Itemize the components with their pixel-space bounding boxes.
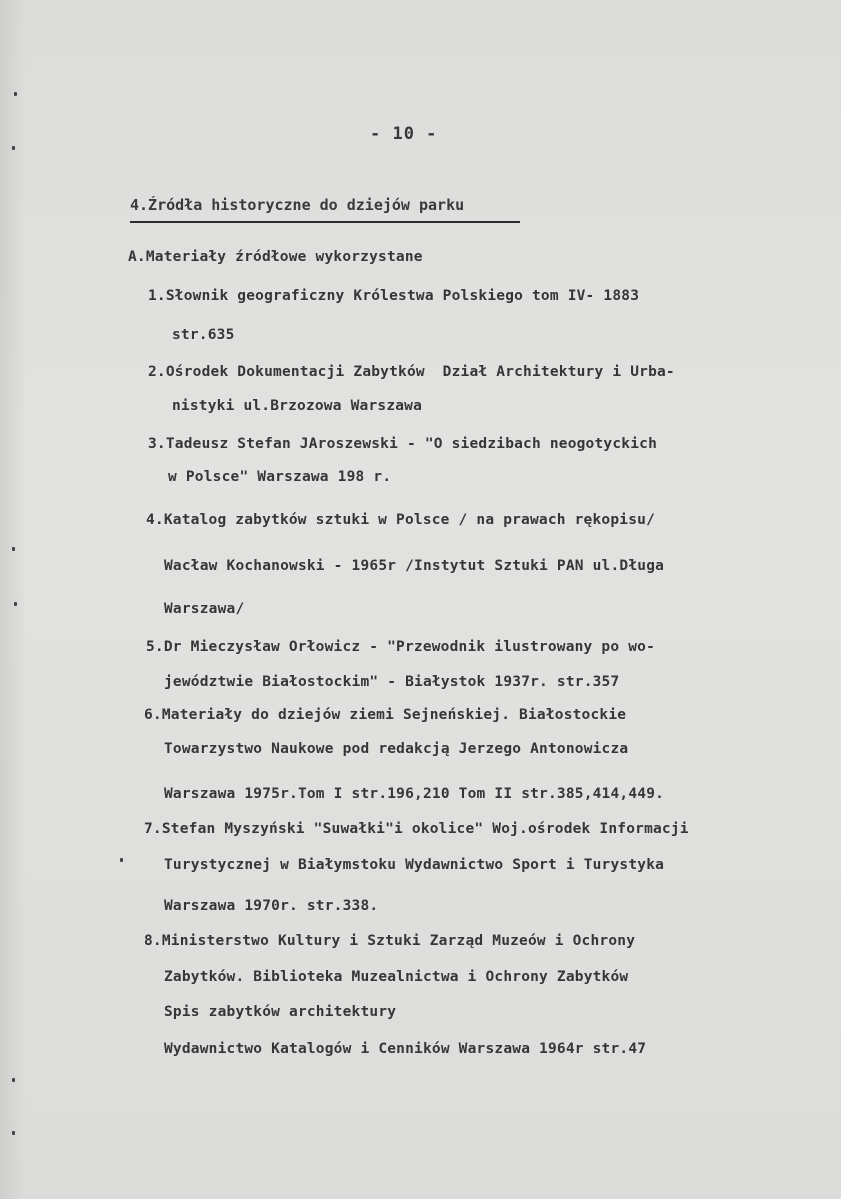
source-line: Warszawa 1970r. str.338. [164, 898, 379, 914]
source-line: 7.Stefan Myszyński "Suwałki"i okolice" Woj.ośrodek Informacji [144, 821, 689, 837]
source-line: Wydawnictwo Katalogów i Cenników Warszawa 1964r str.47 [164, 1041, 647, 1057]
source-line: Warszawa/ [164, 601, 245, 617]
source-line: nistyki ul.Brzozowa Warszawa [172, 398, 423, 414]
source-line: 2.Ośrodek Dokumentacji Zabytków Dział Architektury i Urba- [148, 364, 675, 380]
margin-mark [12, 1078, 15, 1082]
source-line: 6.Materiały do dziejów ziemi Sejneńskiej. Białostockie [144, 707, 627, 723]
source-line: Turystycznej w Białymstoku Wydawnictwo Sport i Turystyka [164, 857, 665, 873]
source-line: 3.Tadeusz Stefan JAroszewski - "O siedzibach neogotyckich [148, 436, 657, 452]
source-line: Zabytków. Biblioteka Muzealnictwa i Ochrony Zabytków [164, 969, 629, 985]
source-line: w Polsce" Warszawa 198 r. [168, 469, 392, 485]
section-heading: 4.Źródła historyczne do dziejów parku [130, 196, 465, 214]
margin-mark [14, 92, 17, 96]
page-number: - 10 - [370, 124, 438, 144]
source-line: jewództwie Białostockim" - Białystok 1937r. str.357 [164, 674, 620, 690]
source-line: Towarzystwo Naukowe pod redakcją Jerzego Antonowicza [164, 741, 629, 757]
margin-mark [14, 602, 17, 606]
source-line: 8.Ministerstwo Kultury i Sztuki Zarząd Muzeów i Ochrony [144, 933, 636, 949]
source-line: 1.Słownik geograficzny Królestwa Polskiego tom IV- 1883 [148, 288, 640, 304]
source-line: Wacław Kochanowski - 1965r /Instytut Sztuki PAN ul.Długa [164, 558, 665, 574]
margin-mark [12, 1131, 15, 1135]
source-line: str.635 [172, 327, 235, 343]
source-line: 4.Katalog zabytków sztuki w Polsce / na prawach rękopisu/ [146, 512, 655, 528]
heading-underline [130, 221, 520, 223]
subsection-title: A.Materiały źródłowe wykorzystane [128, 249, 423, 265]
margin-mark [12, 146, 15, 150]
margin-mark [120, 858, 123, 862]
source-line: 5.Dr Mieczysław Orłowicz - "Przewodnik ilustrowany po wo- [146, 639, 655, 655]
margin-mark [12, 547, 15, 551]
source-line: Warszawa 1975r.Tom I str.196,210 Tom II str.385,414,449. [164, 786, 665, 802]
source-line: Spis zabytków architektury [164, 1004, 397, 1020]
